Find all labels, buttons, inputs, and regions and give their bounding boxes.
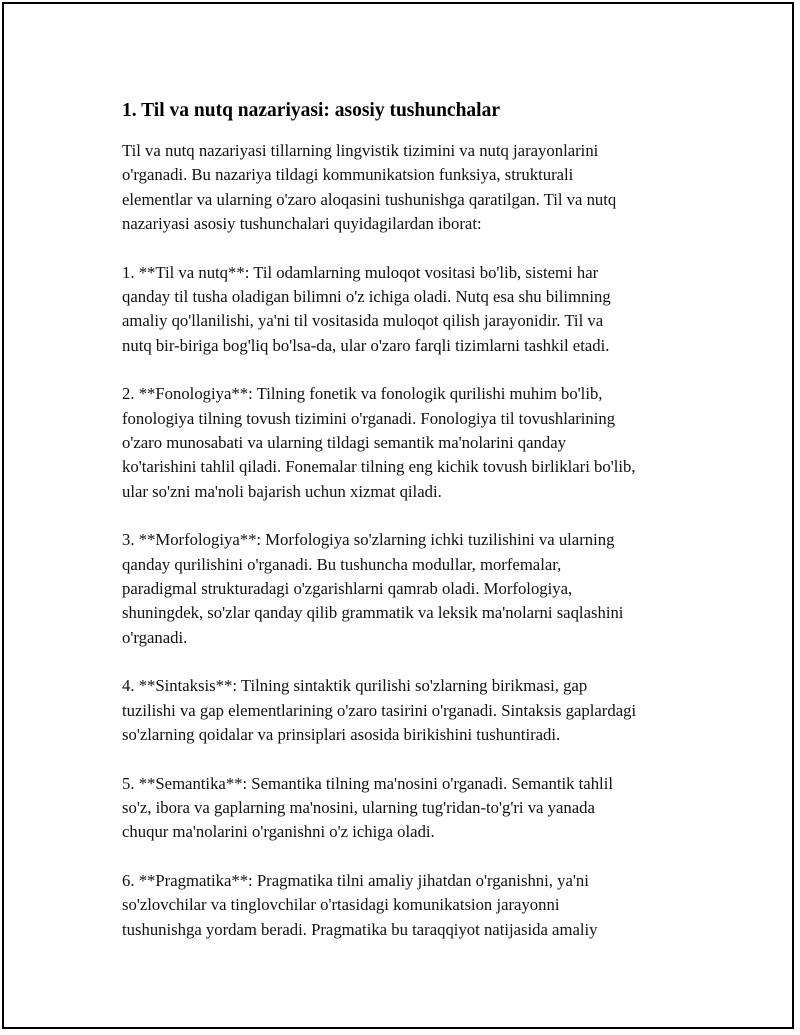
page-frame [2,2,794,1029]
text-line: ular so'zni ma'noli bajarish uchun xizmat qiladi. [122,481,442,501]
text-line: nazariyasi asosiy tushunchalari quyidagilardan iborat: [122,213,482,233]
text-line: fonologiya tilning tovush tizimini o'rganadi. Fonologiya til tovushlarining [122,408,616,428]
text-line: elementlar va ularning o'zaro aloqasini tushunishga qaratilgan. Til va nutq [122,189,617,209]
paragraph-til-va-nutq [122,261,697,358]
text-line: o'rganadi. [122,627,188,647]
text-line: 5. **Semantika**: Semantika tilning ma'nosini o'rganadi. Semantik tahlil [122,773,613,793]
paragraph-intro [122,139,697,236]
paragraph-pragmatika [122,869,697,942]
text-line: Til va nutq nazariyasi tillarning lingvistik tizimini va nutq jarayonlarini [122,141,599,160]
text-line: 4. **Sintaksis**: Tilning sintaktik qurilishi so'zlarning birikmasi, gap [122,676,588,696]
paragraph-sintaksis [122,674,697,747]
text-line: qanday qurilishini o'rganadi. Bu tushuncha modullar, morfemalar, [122,554,562,574]
text-line: 3. **Morfologiya**: Morfologiya so'zlarning ichki tuzilishini va ularning [122,530,615,550]
text-line: chuqur ma'nolarini o'rganishni o'z ichiga oladi. [122,822,435,842]
text-line: shuningdek, so'zlar qanday qilib grammatik va leksik ma'nolarni saqlashini [122,603,624,623]
paragraph-fonologiya [122,382,697,503]
section-heading: 1. Til va nutq nazariyasi: asosiy tushunchalar [122,100,500,121]
text-line: nutq bir-biriga bog'liq bo'lsa-da, ular o'zaro farqli tizimlarni tashkil etadi. [122,335,610,355]
paragraph-semantika [122,772,697,845]
text-line: o'rganadi. Bu nazariya tildagi kommunikatsion funksiya, strukturali [122,165,574,185]
paragraph-morfologiya [122,528,697,649]
text-line: qanday til tusha oladigan bilimni o'z ichiga oladi. Nutq esa shu bilimning [122,286,611,306]
text-line: tuzilishi va gap elementlarining o'zaro tasirini o'rganadi. Sintaksis gaplardagi [122,700,637,720]
text-line: amaliy qo'llanilishi, ya'ni til vositasida muloqot qilish jarayonidir. Til va [122,311,604,331]
text-line: so'zlarning qoidalar va prinsiplari asosida birikishini tushuntiradi. [122,724,561,744]
text-line: tushunishga yordam beradi. Pragmatika bu taraqqiyot natijasida amaliy [122,919,598,939]
text-line: o'zaro munosabati va ularning tildagi semantik ma'nolarini qanday [122,432,566,452]
text-line: 2. **Fonologiya**: Tilning fonetik va fonologik qurilishi muhim bo'lib, [122,384,603,404]
text-line: so'zlovchilar va tinglovchilar o'rtasidagi komunikatsion jarayonni [122,895,560,915]
document-body [122,99,697,967]
text-line: 1. **Til va nutq**: Til odamlarning muloqot vositasi bo'lib, sistemi har [122,262,599,282]
text-line: so'z, ibora va gaplarning ma'nosini, ularning tug'ridan-to'g'ri va yanada [122,798,595,818]
text-line: ko'tarishini tahlil qiladi. Fonemalar tilning eng kichik tovush birliklari bo'lib, [122,457,636,477]
text-line: paradigmal strukturadagi o'zgarishlarni qamrab oladi. Morfologiya, [122,578,573,598]
text-line: 6. **Pragmatika**: Pragmatika tilni amaliy jihatdan o'rganishni, ya'ni [122,871,589,891]
